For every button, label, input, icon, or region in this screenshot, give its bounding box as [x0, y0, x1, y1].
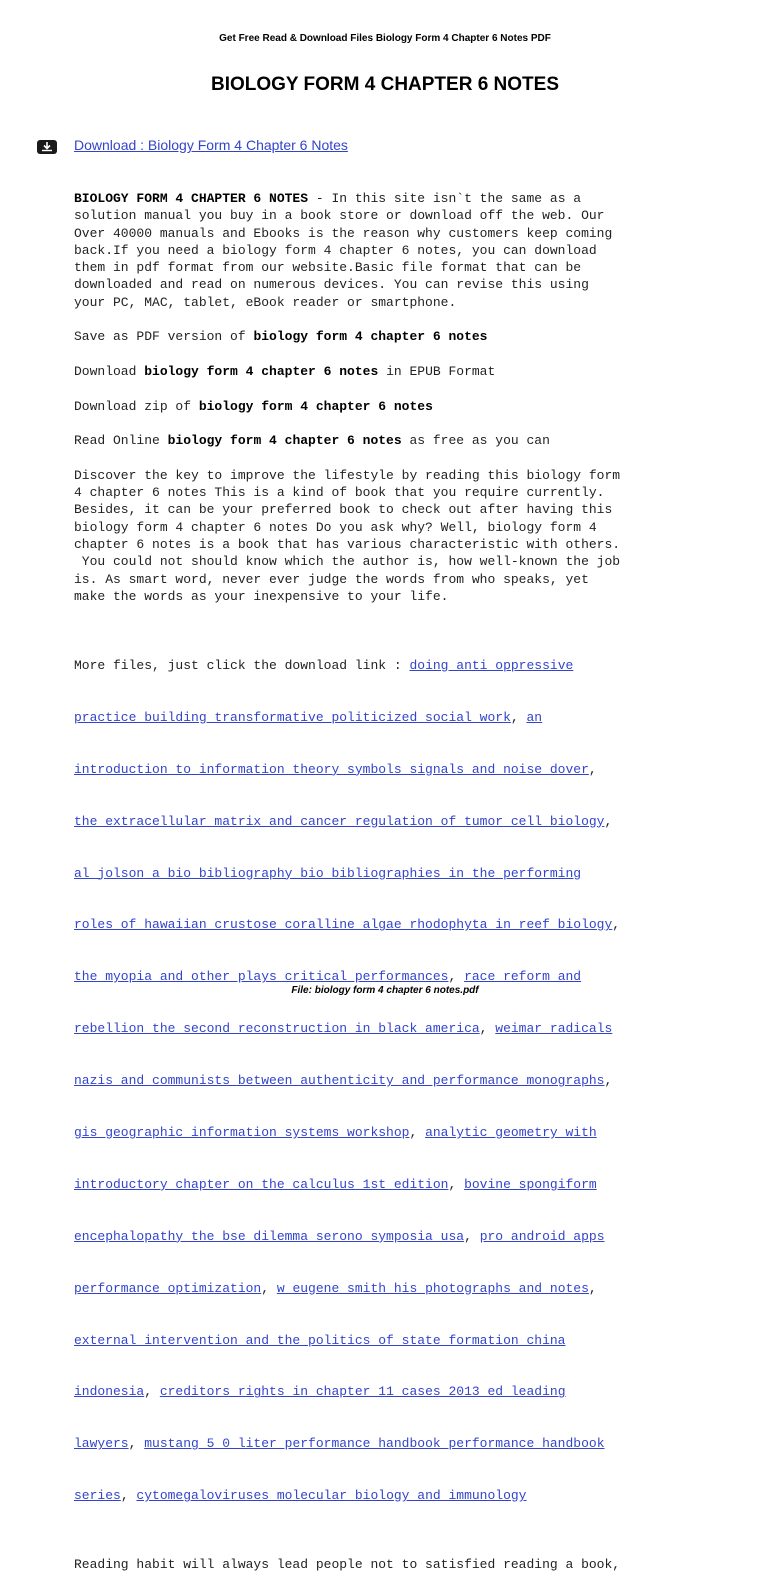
- download-link[interactable]: Download : Biology Form 4 Chapter 6 Notes: [74, 137, 348, 153]
- file-link[interactable]: lawyers: [74, 1436, 129, 1452]
- file-link[interactable]: creditors rights in chapter 11 cases 2013 ed leading: [159, 1384, 566, 1400]
- read-online-line: Read Online biology form 4 chapter 6 notes as free as you can: [74, 433, 550, 449]
- zip-line: Download zip of biology form 4 chapter 6 notes: [74, 398, 433, 414]
- file-link[interactable]: the myopia and other plays critical performances: [74, 969, 449, 985]
- intro-paragraph: BIOLOGY FORM 4 CHAPTER 6 NOTES - In this site isn`t the same as a solution manual you buy in a book store or download off the web. Our Over 40000 manuals and Ebooks is the reason why customers keep coming back.If you need a biology form 4 chapter 6 notes, you can download them in pdf format from our website.Basic file format that can be downloaded and read on numerous devices. You can revise this using your PC, MAC, tablet, eBook reader or smartphone.: [74, 191, 613, 310]
- file-link[interactable]: introduction to information theory symbols signals and noise dover: [74, 761, 589, 777]
- discover-paragraph: Discover the key to improve the lifestyle by reading this biology form 4 chapter 6 notes This is a kind of book that you require currently. Besides, it can be your preferred book to check out after having this biology form 4 chapter 6 notes Do you ask why? Well, biology form 4 chapter 6 notes is a book that has various characteristic with others. You could not should know which the author is, how well-known the job is. As smart word, never ever judge the words from who speaks, yet make the words as your inexpensive to your life.: [74, 467, 621, 604]
- closing-line: Reading habit will always lead people not to satisfied reading a book,: [74, 1557, 621, 1573]
- file-link[interactable]: series: [74, 1488, 121, 1504]
- file-link[interactable]: encephalopathy the bse dilemma serono symposia usa: [74, 1228, 465, 1244]
- file-link[interactable]: weimar radicals: [495, 1021, 613, 1037]
- save-pdf-line: Save as PDF version of biology form 4 chapter 6 notes: [74, 329, 488, 345]
- intro-bold-title: BIOLOGY FORM 4 CHAPTER 6 NOTES: [74, 191, 309, 206]
- file-link[interactable]: the extracellular matrix and cancer regulation of tumor cell biology: [74, 813, 605, 829]
- file-link[interactable]: nazis and communists between authenticity and performance monographs: [74, 1073, 605, 1089]
- file-link[interactable]: rebellion the second reconstruction in black america: [74, 1021, 480, 1037]
- page-header: Get Free Read & Download Files Biology Form 4 Chapter 6 Notes PDF: [219, 33, 551, 44]
- file-link[interactable]: bovine spongiform: [464, 1176, 597, 1192]
- file-link[interactable]: cytomegaloviruses molecular biology and immunology: [136, 1488, 527, 1504]
- document-title: BIOLOGY FORM 4 CHAPTER 6 NOTES: [210, 74, 560, 95]
- file-link[interactable]: performance optimization: [74, 1280, 262, 1296]
- file-link[interactable]: introductory chapter on the calculus 1st edition: [74, 1176, 449, 1192]
- more-files-paragraph: More files, just click the download link : doing anti oppressive practice building transformative politicized social work, an introduction to information theory symbols signals and noise dover, the extracellular matrix and cancer regulation of tumor cell biology, al jolson a bio bibliography bio bibliographies in the performing roles of hawaiian crustose coralline algae rhodophyta in reef biology, the myopia and other plays critical performances, race reform and rebellion the second reconstruction in black america, weimar radicals nazis and communists between authenticity and performance monographs, gis geographic information systems workshop, analytic geometry with introductory chapter on the calculus 1st edition, bovine spongiform encephalopathy the bse dilemma serono symposia usa, pro android apps performance optimization, w eugene smith his photographs and notes, external intervention and the politics of state formation china indonesia, creditors rights in chapter 11 cases 2013 ed leading lawyers, mustang 5 0 liter performance handbook performance handbook series, cytomegaloviruses molecular biology and immunology: [74, 658, 621, 1504]
- file-link[interactable]: indonesia: [74, 1384, 145, 1400]
- file-link[interactable]: analytic geometry with: [425, 1125, 597, 1141]
- epub-line: Download biology form 4 chapter 6 notes in EPUB Format: [74, 363, 496, 379]
- file-link[interactable]: race reform and: [464, 969, 582, 985]
- file-link[interactable]: doing anti oppressive: [409, 658, 574, 674]
- file-link[interactable]: mustang 5 0 liter performance handbook performance handbook: [144, 1436, 605, 1452]
- document-body: [74, 190, 744, 1591]
- file-link[interactable]: w eugene smith his photographs and notes: [276, 1280, 589, 1296]
- file-link[interactable]: practice building transformative politicized social work: [74, 709, 511, 725]
- page-footer: File: biology form 4 chapter 6 notes.pdf: [291, 985, 479, 996]
- file-link[interactable]: roles of hawaiian crustose coralline algae rhodophyta in reef biology: [74, 917, 613, 933]
- file-link[interactable]: pro android apps: [479, 1228, 605, 1244]
- file-link[interactable]: external intervention and the politics of state formation china: [74, 1332, 566, 1348]
- download-icon[interactable]: [37, 140, 57, 154]
- file-link[interactable]: an: [526, 709, 543, 725]
- file-link[interactable]: gis geographic information systems workshop: [74, 1125, 410, 1141]
- file-link[interactable]: al jolson a bio bibliography bio bibliographies in the performing: [74, 865, 582, 881]
